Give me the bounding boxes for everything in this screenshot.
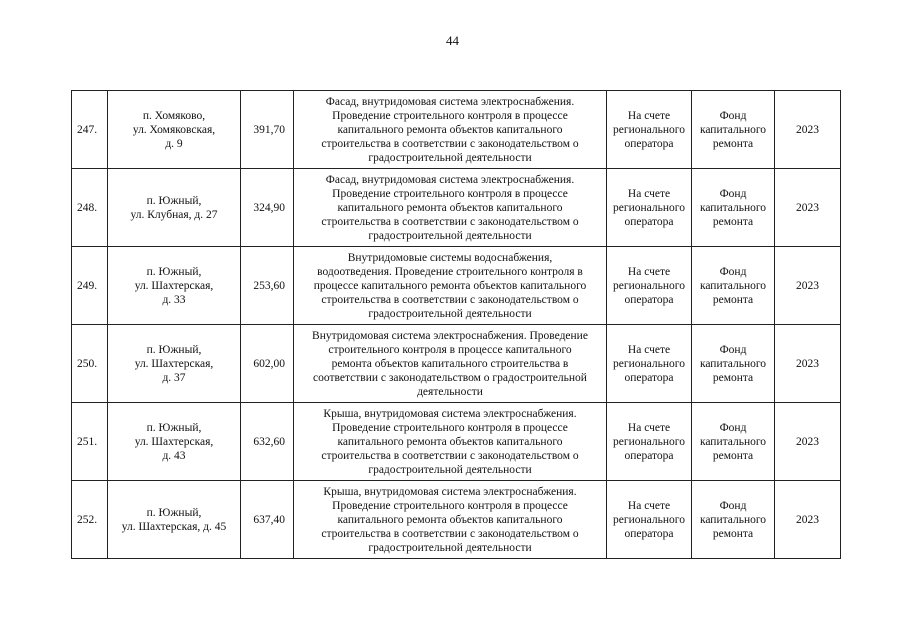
area-cell: 324,90 xyxy=(241,169,294,247)
works-cell: Крыша, внутридомовая система электроснабжения. Проведение строительного контроля в процессе капитального ремонта объектов капитального строительства в соответствии с законодательством о градостроительной деятельности xyxy=(294,481,607,559)
year-cell: 2023 xyxy=(775,481,841,559)
year-cell: 2023 xyxy=(775,247,841,325)
works-cell: Внутридомовая система электроснабжения. Проведение строительного контроля в процессе капитального ремонта объектов капитального строительства в соответствии с законодательством о градостроительной деятельности xyxy=(294,325,607,403)
works-cell: Фасад, внутридомовая система электроснабжения. Проведение строительного контроля в процессе капитального ремонта объектов капитального строительства в соответствии с законодательством о градостроительной деятельности xyxy=(294,91,607,169)
address-cell: п. Южный, ул. Шахтерская, д. 45 xyxy=(108,481,241,559)
account-cell: На счете регионального оператора xyxy=(607,247,692,325)
row-number: 251. xyxy=(72,403,108,481)
year-cell: 2023 xyxy=(775,169,841,247)
repair-registry-table xyxy=(71,90,841,559)
works-cell: Внутридомовые системы водоснабжения, водоотведения. Проведение строительного контроля в процессе капитального ремонта объектов капитального строительства в соответствии с законодательством о градостроительной деятельности xyxy=(294,247,607,325)
fund-cell: Фонд капитального ремонта xyxy=(692,91,775,169)
fund-cell: Фонд капитального ремонта xyxy=(692,325,775,403)
year-cell: 2023 xyxy=(775,403,841,481)
address-cell: п. Южный, ул. Шахтерская, д. 37 xyxy=(108,325,241,403)
area-cell: 602,00 xyxy=(241,325,294,403)
row-number: 249. xyxy=(72,247,108,325)
table-row xyxy=(72,91,841,169)
row-number: 247. xyxy=(72,91,108,169)
area-cell: 637,40 xyxy=(241,481,294,559)
page-number: 44 xyxy=(446,33,459,48)
fund-cell: Фонд капитального ремонта xyxy=(692,481,775,559)
fund-cell: Фонд капитального ремонта xyxy=(692,403,775,481)
table-row xyxy=(72,481,841,559)
area-cell: 391,70 xyxy=(241,91,294,169)
account-cell: На счете регионального оператора xyxy=(607,325,692,403)
table-row xyxy=(72,325,841,403)
account-cell: На счете регионального оператора xyxy=(607,169,692,247)
fund-cell: Фонд капитального ремонта xyxy=(692,169,775,247)
area-cell: 632,60 xyxy=(241,403,294,481)
year-cell: 2023 xyxy=(775,325,841,403)
row-number: 252. xyxy=(72,481,108,559)
works-cell: Фасад, внутридомовая система электроснабжения. Проведение строительного контроля в процессе капитального ремонта объектов капитального строительства в соответствии с законодательством о градостроительной деятельности xyxy=(294,169,607,247)
account-cell: На счете регионального оператора xyxy=(607,403,692,481)
address-cell: п. Южный, ул. Шахтерская, д. 33 xyxy=(108,247,241,325)
works-cell: Крыша, внутридомовая система электроснабжения. Проведение строительного контроля в процессе капитального ремонта объектов капитального строительства в соответствии с законодательством о градостроительной деятельности xyxy=(294,403,607,481)
account-cell: На счете регионального оператора xyxy=(607,91,692,169)
address-cell: п. Южный, ул. Клубная, д. 27 xyxy=(108,169,241,247)
row-number: 248. xyxy=(72,169,108,247)
address-cell: п. Хомяково, ул. Хомяковская, д. 9 xyxy=(108,91,241,169)
area-cell: 253,60 xyxy=(241,247,294,325)
address-cell: п. Южный, ул. Шахтерская, д. 43 xyxy=(108,403,241,481)
table-row xyxy=(72,403,841,481)
fund-cell: Фонд капитального ремонта xyxy=(692,247,775,325)
table-row xyxy=(72,247,841,325)
account-cell: На счете регионального оператора xyxy=(607,481,692,559)
table-row xyxy=(72,169,841,247)
row-number: 250. xyxy=(72,325,108,403)
year-cell: 2023 xyxy=(775,91,841,169)
